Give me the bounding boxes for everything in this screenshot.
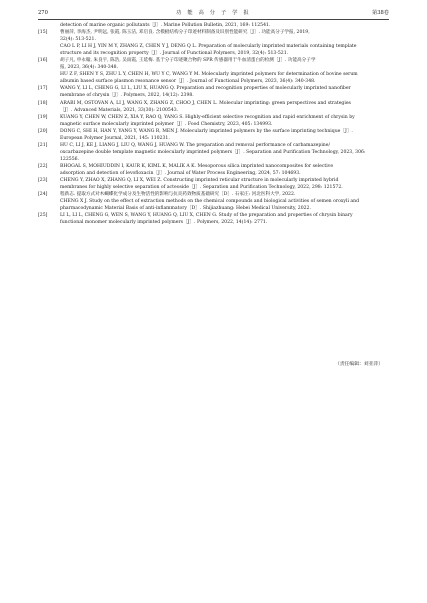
reference-text-line: magnetic surface molecularly imprinted polymer［J］. Food Chemistry, 2023, 405: 134993. <box>60 121 273 127</box>
reference-item <box>38 85 389 99</box>
reference-number: [18] <box>38 100 48 106</box>
reference-item <box>38 142 389 163</box>
reference-text-line: DONG C, SHI H, HAN Y, YANG Y, WANG R, MEN J. Molecularly imprinted polymers by the surface imprinting technique［J］. <box>60 128 353 134</box>
reference-number: [23] <box>38 178 48 184</box>
reference-item <box>38 163 389 177</box>
reference-text-line: LI L, LI L, CHENG G, WEN S, WANG Y, HUANG Q, LIU X, CHEN G. Study of the preparation and properties of chrysin binary <box>60 213 353 219</box>
reference-text-line: WANG Y, LI L, CHENG G, LI L, LIU X, HUANG Q. Preparation and recognition properties of molecularly imprinted nanofiber <box>60 86 351 92</box>
reference-number: [22] <box>38 163 48 169</box>
reference-text-line: 122556. <box>60 156 79 162</box>
reference-item <box>38 100 389 114</box>
reference-text-line: CHENG X J. Study on the effect of extraction methods on the chemical compounds and biological activities of semen oroxyli and <box>60 199 360 205</box>
page-number: 270 <box>38 10 48 16</box>
reference-item <box>38 191 389 212</box>
reference-number: [21] <box>38 142 48 148</box>
reference-text-line: CHENG Y, ZHAO X, ZHANG Q, LI X, WEI Z. Constructing imprinted reticular structure in molecularly imprinted hybrid <box>60 178 339 184</box>
reference-text-line: detection of marine organic pollutants［J］. Marine Pollution Bulletin, 2021, 169: 112541. <box>60 23 271 28</box>
reference-item <box>38 177 389 191</box>
reference-item <box>38 212 389 226</box>
reference-number: [25] <box>38 213 48 219</box>
reference-text-line: adsorption and detection of levofloxacin［J］. Journal of Water Process Engineering, 2024, 57: 104693. <box>60 170 301 176</box>
reference-text-line: oxcarbazepine double template magnetic molecularly imprinted polymers［J］. Separation and Purification Technology, 2023, 306: <box>60 149 366 155</box>
reference-text-line: pharmacodynamic Material Basis of anti-inflammatory［D］. Shijiazhuang: Hebei Medical University, 2022. <box>60 206 311 212</box>
header-rule <box>38 19 389 20</box>
running-header <box>38 8 389 18</box>
reference-number: [19] <box>38 114 48 120</box>
reference-text-line: 程新志. 提取方式对木蝴蝶化学成分及生物活性的影响与抗炎药效物质基础研究［D］. 石家庄: 河北医科大学, 2022. <box>60 192 296 198</box>
reference-text-line: HU C, LI J, KE J, LIANG J, LIU Q, WANG J, HUANG W. The preparation and removal performance of carbamazepine/ <box>60 142 331 148</box>
reference-text-line: CAO L P, LI H J, YIN M Y, ZHANG Z, CHEN Y J, DENG Q L. Preparation of molecularly imprinted materials containing template <box>60 44 357 50</box>
reference-item <box>38 22 389 29</box>
reference-item <box>38 29 389 57</box>
reference-text-line: KUANG Y, CHEN W, CHEN Z, XIA Y, RAO Q, YANG S. Highly-efficient selective recognition and rapid enrichment of chrysin by <box>60 114 355 120</box>
reference-number: [17] <box>38 86 48 92</box>
reference-text-line: functional monomer molecularly imprinted polymers［J］. Polymers, 2022, 14(14): 2771. <box>60 220 268 226</box>
reference-text-line: membranes for highly selective separation of acteoside［J］. Separation and Purification Technology, 2022, 298: 121572. <box>60 185 343 191</box>
reference-text-line: structure and its recognition property［J］. Journal of Functional Polymers, 2019, 32(4): 513-521. <box>60 51 289 57</box>
reference-number: [16] <box>38 58 48 64</box>
reference-text-line: BHOGAL S, MOHIUDDIN I, KAUR K, KIML K, MALIK A K. Mesoporous silica imprinted nanocomposites for selective <box>60 163 334 169</box>
reference-text-line: albumin based surface plasmon resonance sensor［J］. Journal of Functional Polymers, 2023, 36(4): 340-348. <box>60 79 316 85</box>
reference-list <box>38 22 389 226</box>
reference-number: [24] <box>38 192 48 198</box>
reference-text-line: 报, 2023, 36(4): 340-348. <box>60 65 119 71</box>
reference-text-line: ARABI M, OSTOVAN A, LI J, WANG X, ZHANG Z, CHOO J, CHEN L. Molecular imprinting: green perspectives and strategies <box>60 100 351 106</box>
editor-note: （责任编辑：刘亚萍） <box>335 362 383 367</box>
reference-text-line: 32(4): 513-521. <box>60 37 96 43</box>
reference-number: [20] <box>38 128 48 134</box>
reference-text-line: 曹丽萍, 李海杰, 尹明远, 张霞, 陈玉洁, 邓启良. 含模板结构分子印迹材料制备及识别性能研究［J］. 功能高分子学报, 2019, <box>60 30 310 36</box>
reference-text-line: European Polymer Journal, 2021, 145: 110231. <box>60 135 170 141</box>
journal-title: 功 能 高 分 子 学 报 <box>176 10 251 16</box>
reference-text-line: ［J］. Advanced Materials, 2021, 33(30): 2100543. <box>60 107 179 113</box>
reference-item <box>38 57 389 85</box>
reference-item <box>38 114 389 128</box>
reference-text-line: 胡子凡, 申永翰, 朱良宇, 陈浩, 吴雨霞, 王延梅. 基于分子印迹聚合物的 SPR 传感器用于牛血清蛋白的检测［J］. 功能高分子学 <box>60 58 316 64</box>
reference-text-line: membrane of chrysin［J］. Polymers, 2022, 14(12): 2398. <box>60 93 194 99</box>
reference-text-line: HU Z F, SHEN Y S, ZHU L Y, CHEN H, WU Y C, WANG Y M. Molecularly imprinted polymers for determination of bovine serum <box>60 72 358 78</box>
reference-number: [15] <box>38 30 48 36</box>
reference-item <box>38 128 389 142</box>
volume-label: 第38卷 <box>372 10 389 16</box>
